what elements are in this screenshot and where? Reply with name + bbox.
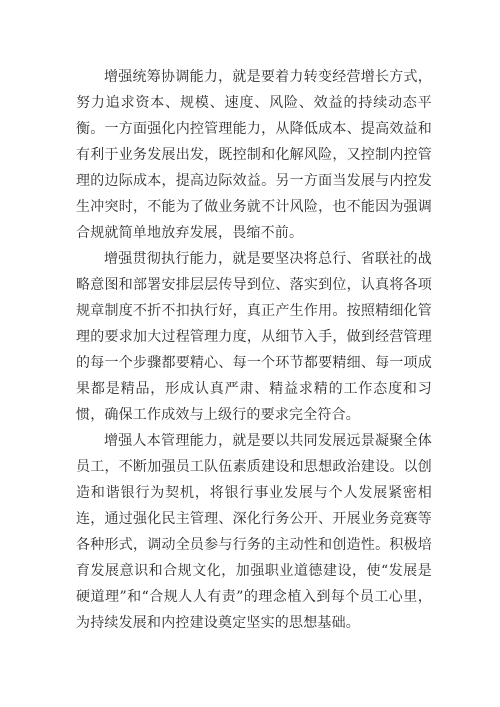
paragraph-execution: 增强贯彻执行能力，就是要坚决将总行、省联社的战略意图和部署安排层层传导到位、落实到位，认真将各项规章制度不折不扣执行好，真正产生作用。按照精细化管理的要求加大过程管理力度，从细节入手，做到经营管理的每一个步骤都要精心、每一个环节都要精细、每一项成果都是精品，形成认真严肃、精益求精的工作态度和习惯，确保工作成效与上级行的要求完全符合。 [76,251,432,423]
document-body [76,64,432,636]
paragraph-people-management: 增强人本管理能力，就是要以共同发展远景凝聚全体员工，不断加强员工队伍素质建设和思想政治建设。以创造和谐银行为契机，将银行事业发展与个人发展紧密相连，通过强化民主管理、深化行务公开、开展业务竞赛等各种形式，调动全员参与行务的主动性和创造性。积极培育发展意识和合规文化，加强职业道德建设，使“发展是硬道理”和“合规人人有责”的理念植入到每个员工心里，为持续发展和内控建设奠定坚实的思想基础。 [76,433,432,631]
paragraph-coordination: 增强统筹协调能力，就是要着力转变经营增长方式，努力追求资本、规模、速度、风险、效益的持续动态平衡。一方面强化内控管理能力，从降低成本、提高效益和有利于业务发展出发，既控制和化解风险，又控制内控管理的边际成本，提高边际效益。另一方面当发展与内控发生冲突时，不能为了做业务就不计风险，也不能因为强调合规就简单地放弃发展，畏缩不前。 [76,69,432,241]
